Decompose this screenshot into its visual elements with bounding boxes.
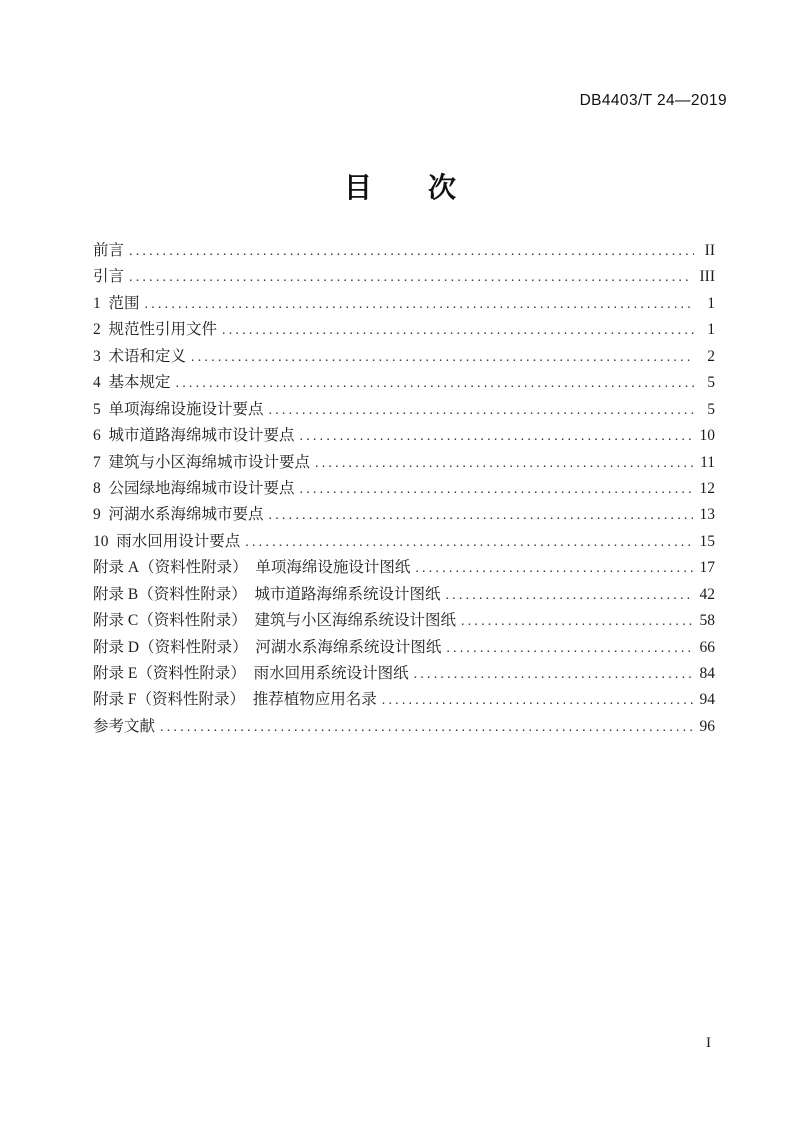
toc-entry-page: 2	[707, 347, 715, 365]
toc-leader-dots	[300, 477, 693, 503]
toc-entry	[93, 370, 715, 396]
toc-entry-label: 7 建筑与小区海绵城市设计要点	[93, 453, 311, 471]
toc-entry-label: 附录 F（资料性附录） 推荐植物应用名录	[93, 691, 377, 709]
toc-entry	[93, 450, 715, 476]
toc-entry-page: 96	[699, 717, 715, 735]
toc-leader-dots	[176, 371, 694, 397]
toc-entry-label: 2 规范性引用文件	[93, 321, 218, 339]
toc-leader-dots	[269, 398, 694, 424]
toc-entry	[93, 661, 715, 687]
toc-entry-page: 58	[699, 612, 715, 630]
toc-entry	[93, 476, 715, 502]
toc-entry-page: 15	[699, 532, 715, 550]
toc-entry-label: 9 河湖水系海绵城市要点	[93, 506, 264, 524]
toc-entry-page: 1	[707, 294, 715, 312]
toc-leader-dots	[145, 292, 694, 318]
toc-entry	[93, 423, 715, 449]
standard-number: DB4403/T 24—2019	[579, 92, 727, 109]
toc-entry	[93, 608, 715, 634]
toc-leader-dots	[129, 265, 692, 291]
toc-entry-label: 参考文献	[93, 717, 156, 735]
toc-entry	[93, 238, 715, 264]
toc-entry-page: 5	[707, 374, 715, 392]
toc-entry-page: 5	[707, 400, 715, 418]
toc-entry-label: 前言	[93, 242, 125, 259]
toc-entry-page: 10	[699, 427, 715, 445]
toc-entry-page: II	[704, 242, 715, 259]
toc-entry	[93, 291, 715, 317]
toc-leader-dots	[269, 503, 693, 529]
toc-leader-dots	[414, 662, 693, 688]
toc-entry-label: 附录 E（资料性附录） 雨水回用系统设计图纸	[93, 665, 409, 682]
toc-entry	[93, 397, 715, 423]
toc-entry-label: 附录 B（资料性附录） 城市道路海绵系统设计图纸	[93, 585, 441, 603]
toc-entry-page: 17	[699, 559, 715, 577]
table-of-contents	[93, 238, 715, 740]
toc-entry-label: 附录 C（资料性附录） 建筑与小区海绵系统设计图纸	[93, 612, 456, 630]
toc-entry	[93, 555, 715, 581]
toc-entry	[93, 714, 715, 740]
toc-entry	[93, 264, 715, 290]
toc-entry-page: 84	[699, 665, 715, 682]
toc-entry-label: 附录 A（资料性附录） 单项海绵设施设计图纸	[93, 559, 411, 577]
toc-leader-dots	[222, 318, 694, 344]
toc-leader-dots	[129, 239, 694, 265]
toc-entry-label: 6 城市道路海绵城市设计要点	[93, 427, 295, 445]
toc-leader-dots	[191, 345, 694, 371]
toc-leader-dots	[300, 424, 693, 450]
toc-entry	[93, 529, 715, 555]
toc-entry-page: 11	[700, 453, 715, 471]
toc-entry-page: 94	[699, 691, 715, 709]
toc-entry	[93, 687, 715, 713]
toc-entry-page: 13	[699, 506, 715, 524]
toc-entry-page: 12	[699, 479, 715, 497]
toc-entry-label: 1 范围	[93, 294, 140, 312]
toc-entry-label: 5 单项海绵设施设计要点	[93, 400, 264, 418]
toc-entry-page: 1	[707, 321, 715, 339]
toc-entry-label: 3 术语和定义	[93, 347, 187, 365]
page-title: 目 次	[343, 172, 456, 203]
toc-leader-dots	[382, 688, 693, 714]
toc-entry	[93, 502, 715, 528]
toc-entry-label: 附录 D（资料性附录） 河湖水系海绵系统设计图纸	[93, 638, 442, 656]
toc-leader-dots	[415, 556, 692, 582]
toc-leader-dots	[445, 583, 692, 609]
toc-leader-dots	[446, 636, 692, 662]
toc-entry	[93, 344, 715, 370]
toc-entry-label: 8 公园绿地海绵城市设计要点	[93, 479, 295, 497]
toc-entry-label: 10 雨水回用设计要点	[93, 532, 241, 550]
toc-entry-label: 引言	[93, 268, 125, 286]
toc-leader-dots	[245, 530, 692, 556]
toc-leader-dots	[160, 715, 692, 741]
footer-page-number: I	[706, 1035, 711, 1051]
toc-entry-page: III	[699, 268, 715, 286]
toc-entry	[93, 317, 715, 343]
toc-leader-dots	[315, 451, 693, 477]
toc-entry-page: 66	[699, 638, 715, 656]
toc-entry	[93, 635, 715, 661]
toc-entry-page: 42	[699, 585, 715, 603]
toc-leader-dots	[461, 609, 693, 635]
toc-entry	[93, 582, 715, 608]
toc-entry-label: 4 基本规定	[93, 374, 171, 392]
